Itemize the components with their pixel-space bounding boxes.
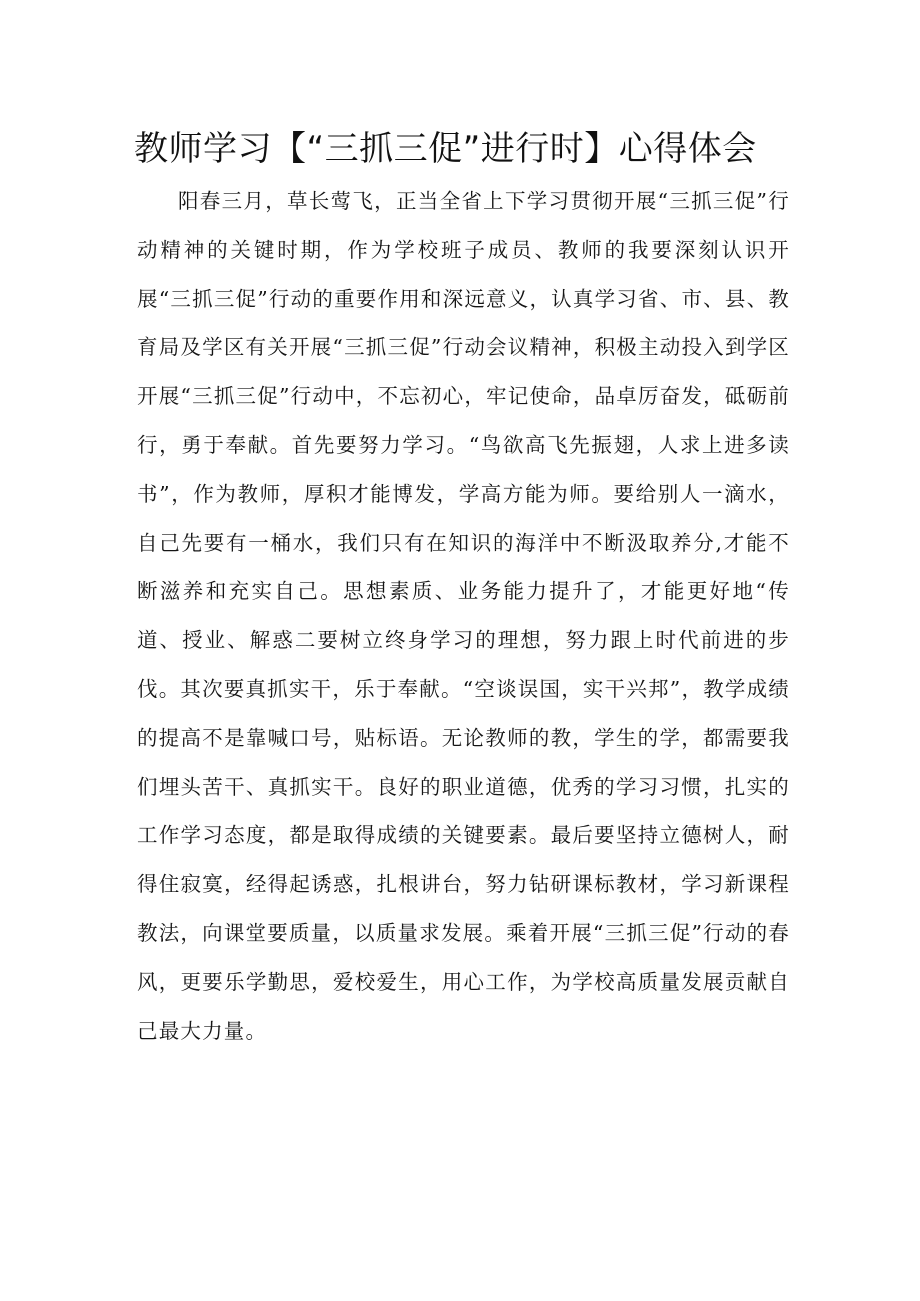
- document-title: 教师学习【“三抓三促”进行时】心得体会: [134, 129, 757, 169]
- body-paragraph: 阳春三月，草长莺飞，正当全省上下学习贯彻开展“三抓三促”行动精神的关键时期，作为学校班子成员、教师的我要深刻认识开展“三抓三促”行动的重要作用和深远意义，认真学习省、市、县、教育局及学区有关开展“三抓三促”行动会议精神，积极主动投入到学区开展“三抓三促”行动中，不忘初心，牢记使命，品卓厉奋发，砥砺前行，勇于奉献。首先要努力学习。“鸟欲高飞先振翅，人求上进多读书”，作为教师，厚积才能博发，学高方能为师。要给别人一滴水，自己先要有一桶水，我们只有在知识的海洋中不断汲取养分,才能不断滋养和充实自己。思想素质、业务能力提升了，才能更好地“传道、授业、解惑二要树立终身学习的理想，努力跟上时代前进的步伐。其次要真抓实干，乐于奉献。“空谈误国，实干兴邦”，教学成绩的提高不是靠喊口号，贴标语。无论教师的教，学生的学，都需要我们埋头苦干、真抓实干。良好的职业道德，优秀的学习习惯，扎实的工作学习态度，都是取得成绩的关键要素。最后要坚持立德树人，耐得住寂寞，经得起诱惑，扎根讲台，努力钻研课标教材，学习新课程教法，向课堂要质量，以质量求发展。乘着开展“三抓三促”行动的春风，更要乐学勤思，爱校爱生，用心工作，为学校高质量发展贡献自己最大力量。: [137, 189, 790, 1043]
